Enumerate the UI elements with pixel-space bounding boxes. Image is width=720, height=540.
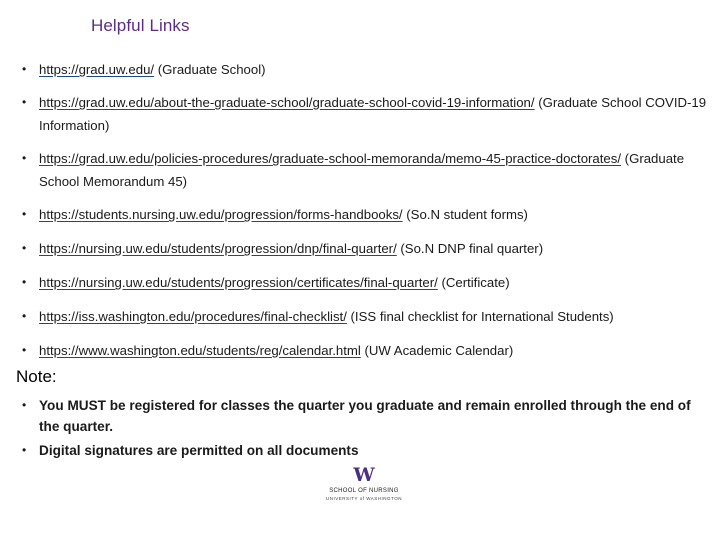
certificate-final-quarter-link[interactable]: https://nursing.uw.edu/students/progression/certificates/final-quarter/ xyxy=(39,275,438,290)
note-list xyxy=(22,395,692,464)
grad-school-link[interactable]: https://grad.uw.edu/ xyxy=(39,62,155,77)
uw-w-mark: W xyxy=(353,464,375,486)
link-description: (So.N DNP final quarter) xyxy=(396,241,544,256)
list-item xyxy=(22,237,712,260)
covid-info-link[interactable]: https://grad.uw.edu/about-the-graduate-school/graduate-school-covid-19-information/ xyxy=(39,95,535,110)
link-description: (Graduate School) xyxy=(154,62,266,77)
list-item xyxy=(22,147,712,193)
academic-calendar-link[interactable]: https://www.washington.edu/students/reg/calendar.html xyxy=(39,343,361,358)
list-item xyxy=(22,58,712,81)
memo-45-link[interactable]: https://grad.uw.edu/policies-procedures/graduate-school-memoranda/memo-45-practice-doctorates/ xyxy=(39,151,622,166)
list-item xyxy=(22,91,712,137)
note-heading: Note: xyxy=(16,367,57,386)
note-item-signatures: • Digital signatures are permitted on all documents xyxy=(22,440,692,461)
page-title: Helpful Links xyxy=(91,16,190,35)
logo-university-name: UNIVERSITY of WASHINGTON xyxy=(326,496,402,501)
list-item xyxy=(22,339,712,362)
list-item xyxy=(22,305,712,328)
link-description: (Certificate) xyxy=(437,275,510,290)
note-item-registration: • You MUST be registered for classes the quarter you graduate and remain enrolled through the end of the quarter. xyxy=(22,395,692,437)
school-of-nursing-logo xyxy=(318,465,410,502)
list-item xyxy=(22,271,712,294)
link-description: (Graduate School Memorandum 45) xyxy=(39,151,685,189)
link-description: (ISS final checklist for International Students) xyxy=(346,309,614,324)
son-forms-link[interactable]: https://students.nursing.uw.edu/progression/forms-handbooks/ xyxy=(39,207,403,222)
logo-school-name: SCHOOL OF NURSING xyxy=(329,488,399,494)
helpful-links-list xyxy=(22,58,712,373)
iss-checklist-link[interactable]: https://iss.washington.edu/procedures/final-checklist/ xyxy=(39,309,347,324)
link-description: (So.N student forms) xyxy=(402,207,528,222)
link-description: (UW Academic Calendar) xyxy=(360,343,514,358)
list-item xyxy=(22,203,712,226)
link-description: (Graduate School COVID-19 Information) xyxy=(39,95,707,133)
dnp-final-quarter-link[interactable]: https://nursing.uw.edu/students/progression/dnp/final-quarter/ xyxy=(39,241,397,256)
